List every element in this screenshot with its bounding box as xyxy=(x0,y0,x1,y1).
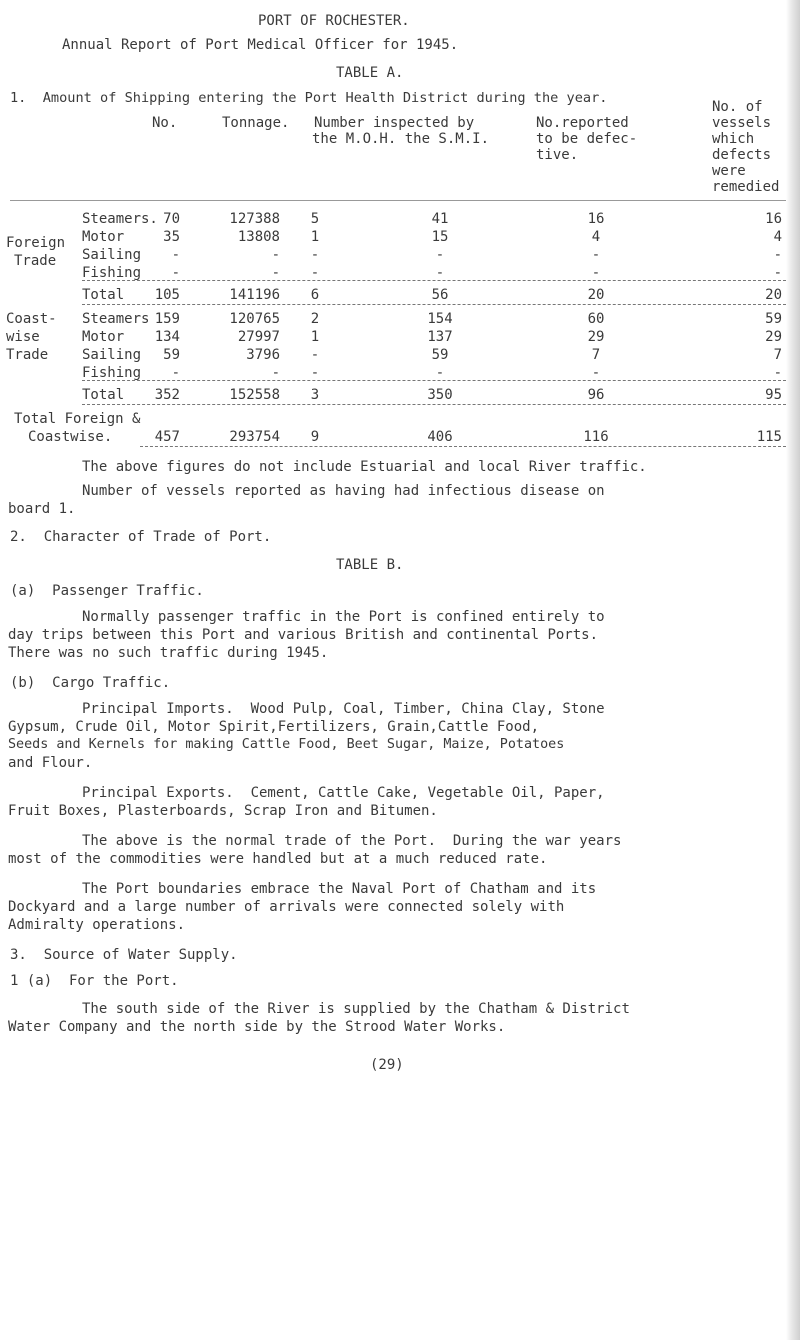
col-header-remedied-line5: were xyxy=(712,163,746,179)
row-divider xyxy=(140,446,786,447)
passenger-text-line1: Normally passenger traffic in the Port is confined entirely to xyxy=(82,609,605,625)
header-rule xyxy=(10,200,786,201)
col-header-inspected-line2: the M.O.H. the S.M.I. xyxy=(312,131,490,147)
trade-para2-line2: Dockyard and a large number of arrivals were connected solely with xyxy=(8,899,565,915)
trade-para1-line1: The above is the normal trade of the Port. During the war years xyxy=(82,833,622,849)
table-b-label: TABLE B. xyxy=(336,557,404,573)
section2-heading: 2. Character of Trade of Port. xyxy=(10,529,272,545)
group-foreign-name-line1: Foreign xyxy=(6,235,66,251)
group-coastwise-name-line3: Trade xyxy=(6,347,49,363)
row-divider xyxy=(82,280,786,281)
note-infectious-line1: Number of vessels reported as having had infectious disease on xyxy=(82,483,605,499)
imports-line3: Seeds and Kernels for making Cattle Food, Beet Sugar, Maize, Potatoes xyxy=(8,737,565,752)
group-foreign-name-line2: Trade xyxy=(14,253,57,269)
trade-para1-line2: most of the commodities were handled but at a much reduced rate. xyxy=(8,851,548,867)
col-header-remedied-line2: vessels xyxy=(712,115,772,131)
page-edge-shadow xyxy=(786,0,800,1340)
report-title: PORT OF ROCHESTER. xyxy=(258,13,410,29)
row-divider xyxy=(82,404,786,405)
section3-subheading: 1 (a) For the Port. xyxy=(10,973,179,989)
note-exclusions: The above figures do not include Estuarial and local River traffic. xyxy=(82,459,647,475)
grand-total-label-line2: Coastwise. xyxy=(28,429,113,445)
grand-total-label-line1: Total Foreign & xyxy=(14,411,141,427)
col-header-reported-line1: No.reported xyxy=(536,115,629,131)
row-divider xyxy=(82,304,786,305)
note-infectious-line2: board 1. xyxy=(8,501,76,517)
group-coastwise-name-line1: Coast- xyxy=(6,311,57,327)
trade-para2-line3: Admiralty operations. xyxy=(8,917,186,933)
trade-para2-line1: The Port boundaries embrace the Naval Port of Chatham and its xyxy=(82,881,597,897)
report-subtitle: Annual Report of Port Medical Officer for 1945. xyxy=(62,37,459,53)
imports-line1: Principal Imports. Wood Pulp, Coal, Timber, China Clay, Stone xyxy=(82,701,605,717)
col-header-remedied-line4: defects xyxy=(712,147,772,163)
imports-line4: and Flour. xyxy=(8,755,93,771)
table-a-label: TABLE A. xyxy=(336,65,404,81)
passenger-traffic-heading: (a) Passenger Traffic. xyxy=(10,583,204,599)
cargo-traffic-heading: (b) Cargo Traffic. xyxy=(10,675,171,691)
col-header-reported-line3: tive. xyxy=(536,147,579,163)
imports-line2: Gypsum, Crude Oil, Motor Spirit,Fertilizers, Grain,Cattle Food, xyxy=(8,719,540,735)
col-header-reported-line2: to be defec- xyxy=(536,131,638,147)
passenger-text-line3: There was no such traffic during 1945. xyxy=(8,645,329,661)
water-text-line1: The south side of the River is supplied by the Chatham & District xyxy=(82,1001,630,1017)
col-header-remedied-line6: remedied xyxy=(712,179,780,195)
exports-line1: Principal Exports. Cement, Cattle Cake, Vegetable Oil, Paper, xyxy=(82,785,605,801)
exports-line2: Fruit Boxes, Plasterboards, Scrap Iron and Bitumen. xyxy=(8,803,438,819)
row-divider xyxy=(82,380,786,381)
water-text-line2: Water Company and the north side by the Strood Water Works. xyxy=(8,1019,506,1035)
col-header-remedied-line1: No. of xyxy=(712,99,763,115)
section1-heading: 1. Amount of Shipping entering the Port Health District during the year. xyxy=(10,90,608,106)
col-header-tonnage: Tonnage. xyxy=(222,115,290,131)
col-header-remedied-line3: which xyxy=(712,131,755,147)
passenger-text-line2: day trips between this Port and various British and continental Ports. xyxy=(8,627,599,643)
group-coastwise-name-line2: wise xyxy=(6,329,40,345)
col-header-no: No. xyxy=(152,115,178,131)
col-header-inspected-line1: Number inspected by xyxy=(314,115,475,131)
section3-heading: 3. Source of Water Supply. xyxy=(10,947,238,963)
page-number: (29) xyxy=(370,1057,404,1073)
